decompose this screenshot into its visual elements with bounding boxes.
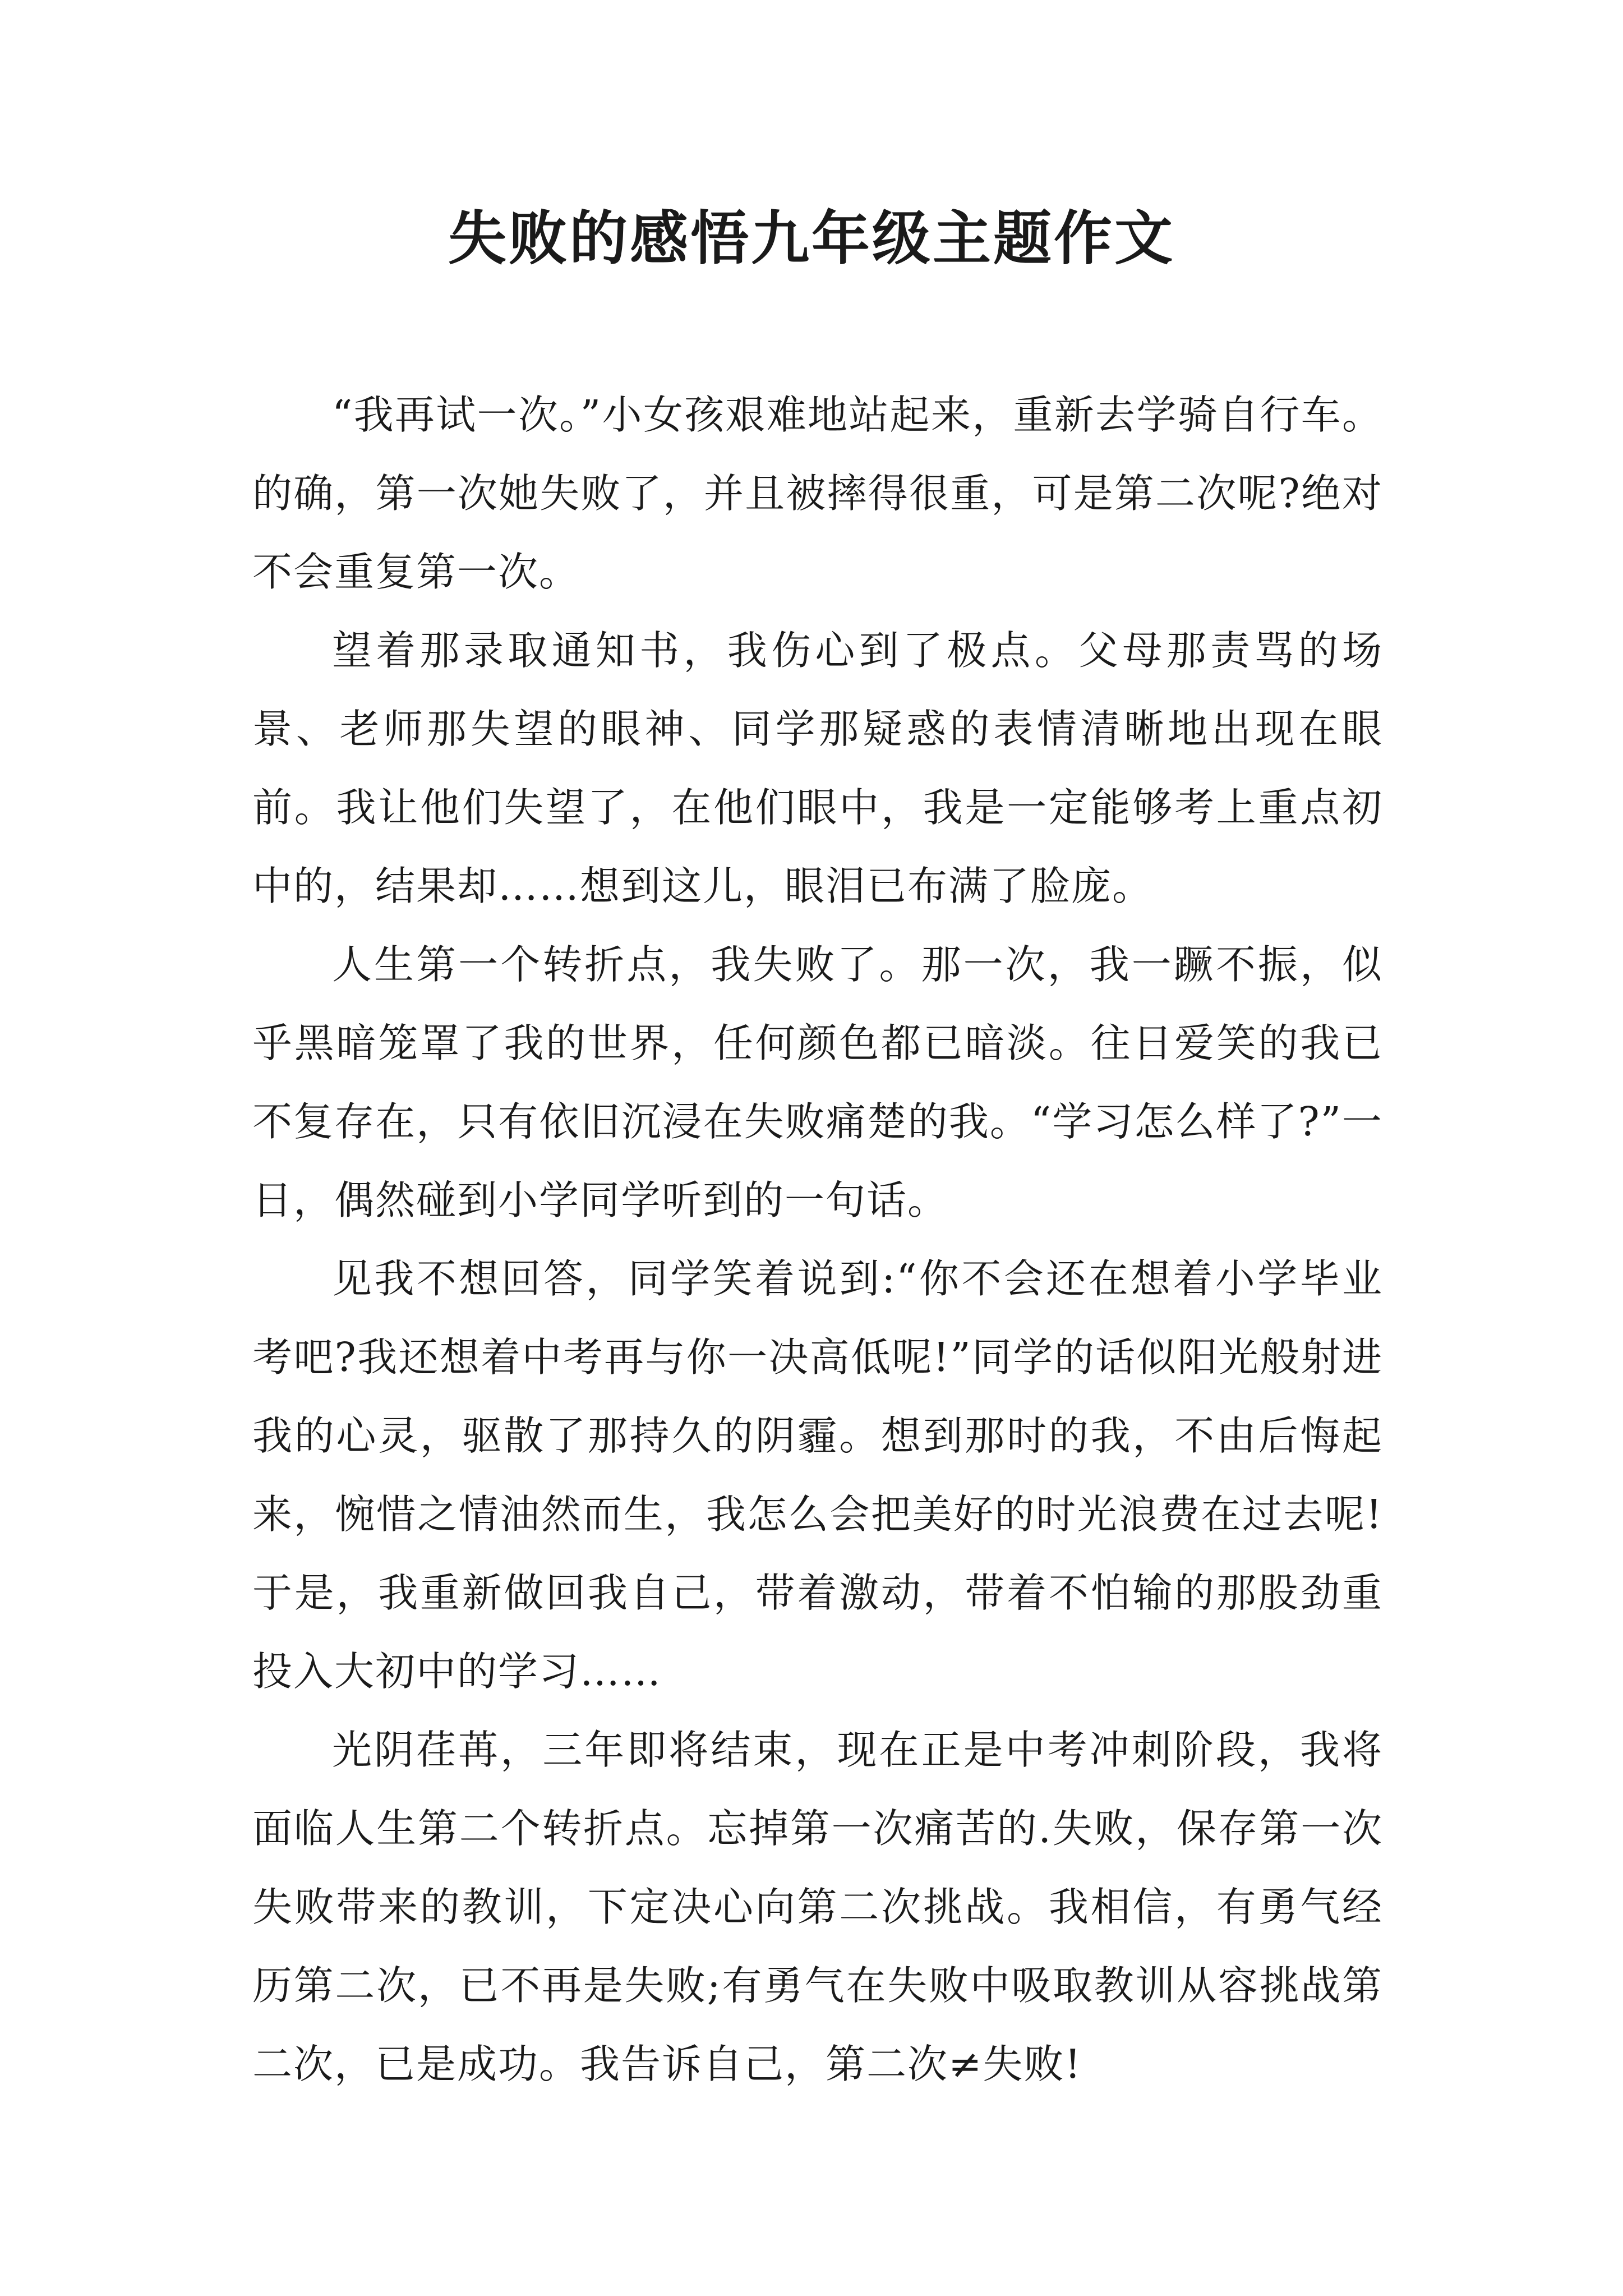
paragraph-3: 人生第一个转折点，我失败了。那一次，我一蹶不振，似乎黑暗笼罩了我的世界，任何颜色都已暗淡。往日爱笑的我已不复存在，只有依旧沉浸在失败痛楚的我。“学习怎么样了?”一日，偶然碰到小学同学听到的一句话。: [252, 941, 1383, 1223]
paragraph-5: 光阴荏苒，三年即将结束，现在正是中考冲刺阶段，我将面临人生第二个转折点。忘掉第一次痛苦的.失败，保存第一次失败带来的教训，下定决心向第二次挑战。我相信，有勇气经历第二次，已不再是失败;有勇气在失败中吸取教训从容挑战第二次，已是成功。我告诉自己，第二次≠失败!: [252, 1727, 1383, 2087]
paragraph-4: 见我不想回答，同学笑着说到:“你不会还在想着小学毕业考吧?我还想着中考再与你一决高低呢!”同学的话似阳光般射进我的心灵，驱散了那持久的阴霾。想到那时的我，不由后悔起来，惋惜之情油然而生，我怎么会把美好的时光浪费在过去呢!于是，我重新做回我自己，带着激动，带着不怕输的那股劲重投入大初中的学习……: [252, 1255, 1383, 1695]
document-title: 失败的感悟九年级主题作文: [448, 204, 1175, 273]
paragraph-1: “我再试一次。”小女孩艰难地站起来，重新去学骑自行车。的确，第一次她失败了，并且被摔得很重，可是第二次呢?绝对不会重复第一次。: [252, 392, 1383, 595]
document-body: [252, 376, 1383, 2104]
paragraph-2: 望着那录取通知书，我伤心到了极点。父母那责骂的场景、老师那失望的眼神、同学那疑惑的表情清晰地出现在眼前。我让他们失望了，在他们眼中，我是一定能够考上重点初中的，结果却……想到这儿，眼泪已布满了脸庞。: [252, 627, 1383, 909]
